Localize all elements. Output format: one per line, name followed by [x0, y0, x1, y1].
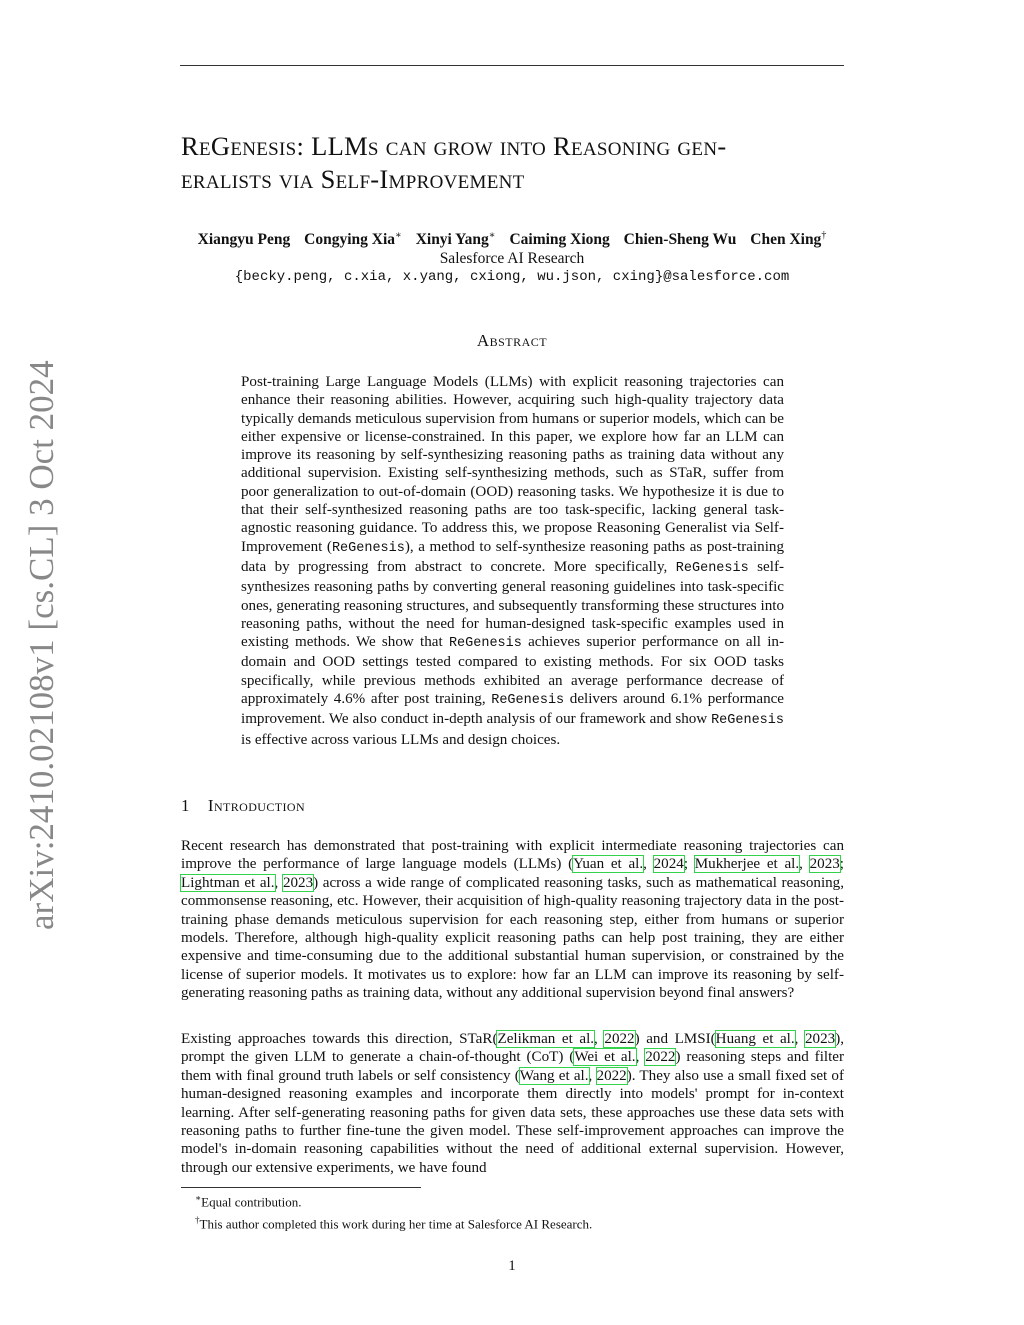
author-block — [160, 226, 864, 287]
citation-link[interactable]: Zelikman et al. — [497, 1031, 595, 1047]
author: Chien-Sheng Wu — [623, 231, 737, 249]
author: Chen Xing† — [750, 230, 827, 249]
author-emails: {becky.peng, c.xia, x.yang, cxiong, wu.json, cxing}@salesforce.com — [234, 269, 790, 286]
abstract-text: Post-training Large Language Models (LLMs) with explicit reasoning trajectories can enhance their reasoning abilities. However, acquiring such high-quality trajectory data typically demands meticulous supervision from humans or superior models, which can be either expensive or license-constrained. In this paper, we explore how far an LLM can improve its reasoning by self-synthesizing reasoning paths as training data without any additional supervision. Existing self-synthesizing methods, such as STaR, suffer from poor generalization to out-of-domain (OOD) reasoning tasks. We hypothesize it is due to that their self-synthesized reasoning paths are too task-specific, lacking general task-agnostic reasoning guidance. To address this, we propose Reasoning Generalist via Self-Improvement (ReGenesis), a method to self-synthesize reasoning paths as post-training data by progressing from abstract to concrete. More specifically, ReGenesis self-synthesizes reasoning paths by converting general reasoning guidelines into task-specific ones, generating reasoning structures, and subsequently transforming these structures into reasoning paths, without the need for human-designed task-specific examples used in existing methods. We show that ReGenesis achieves superior performance on all in-domain and OOD settings tested compared to existing methods. For six OOD tasks specifically, while previous methods exhibited an average performance decrease of approximately 4.6% after post training, ReGenesis delivers around 6.1% performance improvement. We also conduct in-depth analysis of our framework and show ReGenesis is effective across various LLMs and design choices. — [241, 374, 785, 748]
footnote-rule — [181, 1187, 421, 1188]
author: Congying Xia∗ — [304, 230, 402, 249]
paper-title — [181, 130, 851, 196]
author: Xinyi Yang∗ — [415, 230, 496, 249]
footnotes — [195, 1189, 592, 1234]
intro-paragraph-2: Existing approaches towards this direction, STaR(Zelikman et al., 2022) and LMSI(Huang et al., 2023), prompt the given LLM to generate a chain-of-thought (CoT) (Wei et al., 2022) reasoning steps and filter them with final ground truth labels or self consistency (Wang et al., 2022). They also use a small fixed set of human-designed reasoning examples and incorporate them directly into models' prompt for in-context learning. After self-generating reasoning paths for given data sets, these approaches use these data sets with reasoning paths to further fine-tune the given model. These self-improvement approaches can improve the model's in-domain reasoning capabilities without the need of additional external supervision. However, through our extensive experiments, we have found — [181, 1031, 845, 1176]
arxiv-identifier: arXiv:2410.02108v1 [cs.CL] 3 Oct 2024 — [22, 360, 61, 930]
citation-link[interactable]: 2022 — [604, 1031, 635, 1047]
top-rule — [180, 65, 844, 66]
citation-link[interactable]: 2022 — [596, 1067, 627, 1084]
footnote: †This author completed this work during her time at Salesforce AI Research. — [195, 1215, 593, 1232]
author: Caiming Xiong — [509, 231, 610, 249]
title-line-2: eralists via Self-Improvement — [181, 164, 525, 194]
citation-link[interactable]: Yuan et al. — [573, 856, 644, 873]
citation-link[interactable]: 2023 — [282, 874, 314, 891]
section-title: Introduction — [207, 796, 306, 815]
citation-link[interactable]: 2024 — [653, 856, 684, 873]
abstract-heading: Abstract — [476, 331, 548, 350]
stat-value: 4.6% — [333, 691, 366, 708]
author-list — [160, 226, 864, 249]
citation-link[interactable]: Wei et al. — [574, 1049, 636, 1066]
section-number: 1 — [181, 796, 190, 815]
citation-link[interactable]: Lightman et al. — [181, 874, 275, 891]
intro-paragraph-1: Recent research has demonstrated that post-training with explicit intermediate reasoning trajectories can improve the performance of large language models (LLMs) (Yuan et al., 2024; Mukherjee et al., 2023; Lightman et al., 2023) across a wide range of complicated reasoning tasks, such as mathematical reasoning, commonsense reasoning, etc. However, their acquisition of high-quality reasoning trajectory data in the post-training phase demands meticulous supervision for each reasoning step, either from humans or superior models. Therefore, although high-quality explicit reasoning paths can help post training, they are either expensive and time-consuming due to the additional substantial human supervision, or constrained by the license of superior models. It motivates us to explore: how far an LLM can improve its reasoning by self-generating reasoning paths as training data, without any additional supervision beyond final answers? — [181, 838, 845, 1002]
citation-link[interactable]: 2022 — [645, 1049, 676, 1066]
method-name: ReGenesis — [711, 713, 784, 729]
method-name: ReGenesis — [448, 636, 522, 652]
method-name: ReGenesis — [491, 693, 565, 709]
citation-link[interactable]: Wang et al. — [519, 1067, 589, 1084]
citation-link[interactable]: Huang et al. — [715, 1031, 795, 1047]
method-name: ReGenesis — [675, 560, 749, 576]
section-heading — [181, 796, 305, 816]
citation-link[interactable]: 2023 — [809, 856, 840, 873]
citation-link[interactable]: Mukherjee et al. — [694, 856, 800, 873]
method-name: ReGenesis — [331, 540, 405, 556]
citation-link[interactable]: 2023 — [805, 1031, 836, 1047]
title-line-1: ReGenesis: LLMs can grow into Reasoning gen- — [181, 131, 727, 161]
affiliation: Salesforce AI Research — [439, 250, 585, 268]
footnote: ∗Equal contribution. — [195, 1193, 302, 1210]
author: Xiangyu Peng — [197, 231, 291, 249]
stat-value: 6.1% — [670, 691, 703, 708]
page-number: 1 — [508, 1258, 516, 1274]
